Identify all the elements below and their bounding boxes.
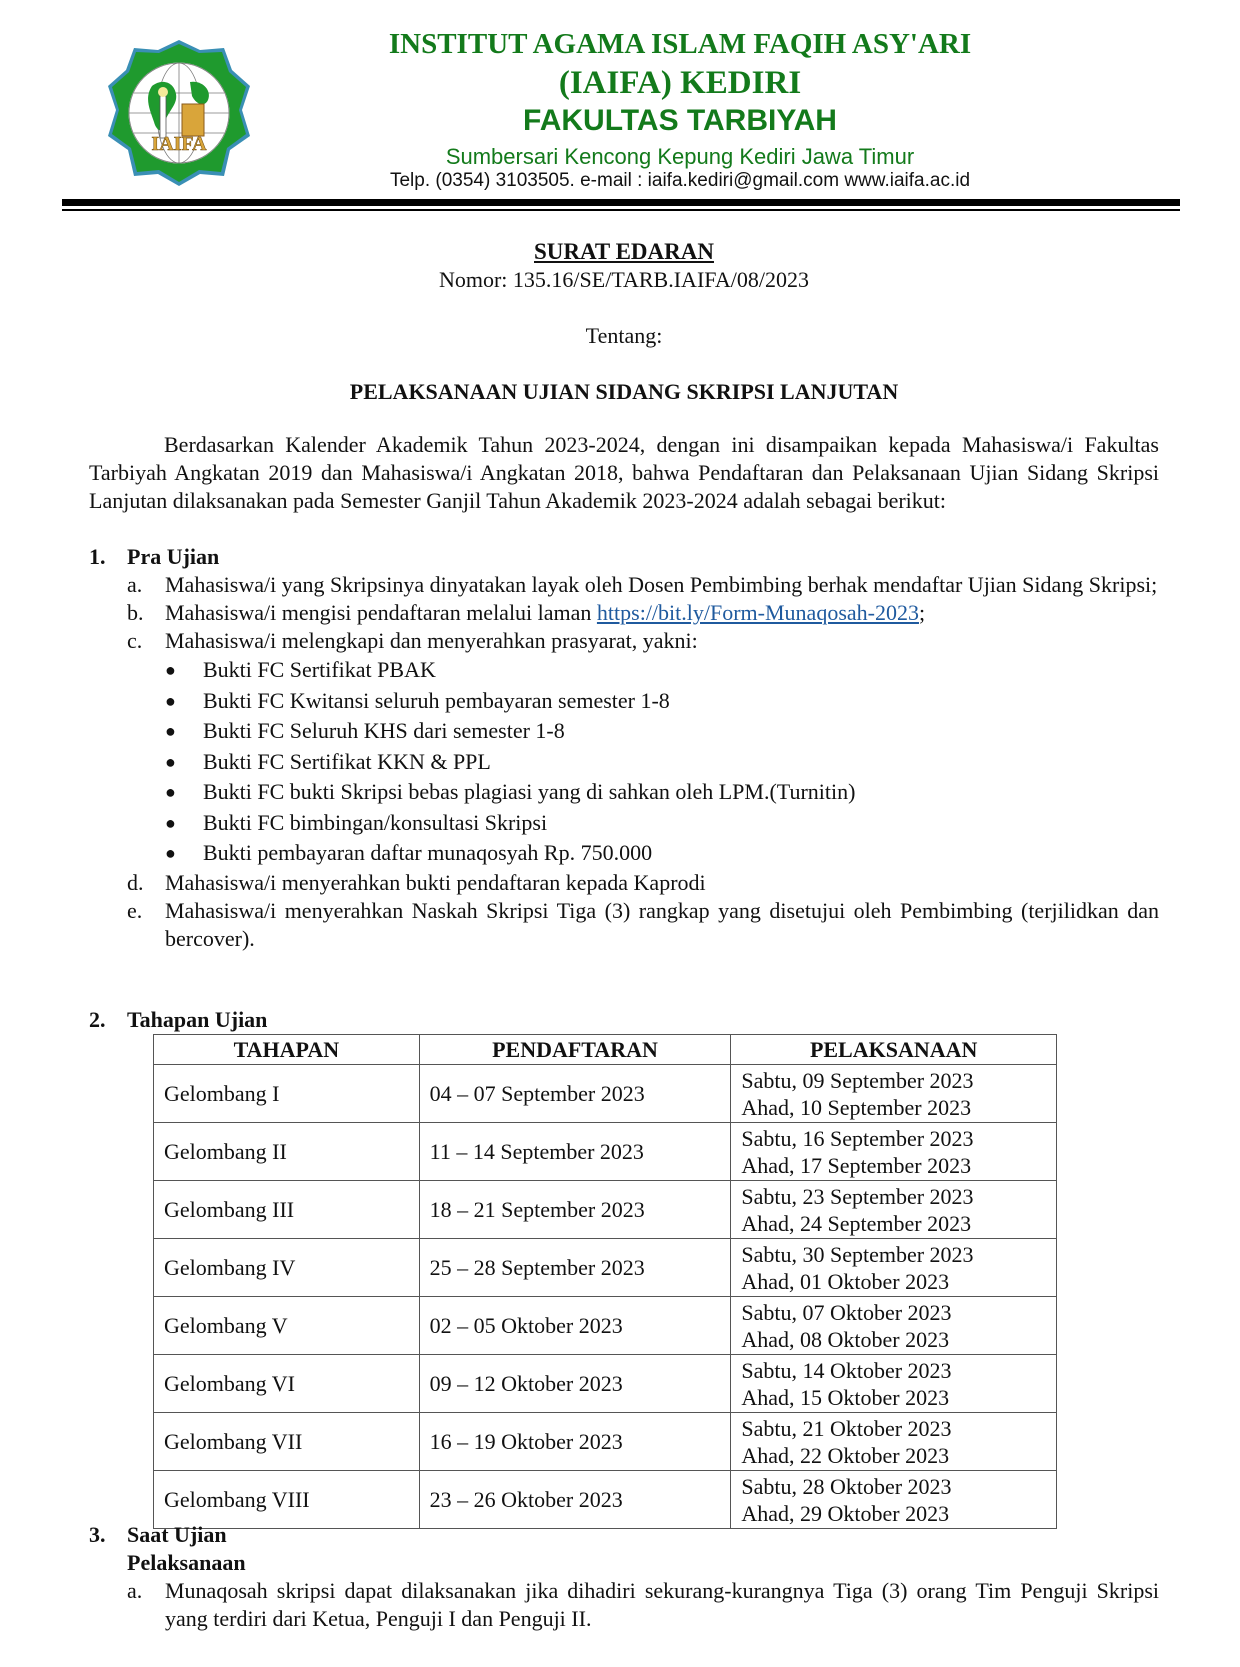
cell-tahapan: Gelombang VII [154,1413,420,1471]
table-row [154,1123,1057,1181]
list-item [127,869,1159,897]
cell-pendaftaran: 02 – 05 Oktober 2023 [419,1297,731,1355]
bullet-item [165,686,1159,717]
schedule-table [153,1034,1057,1529]
bullet-item [165,747,1159,778]
bullet-item [165,808,1159,839]
registration-form-link[interactable]: https://bit.ly/Form-Munaqosah-2023 [596,600,919,625]
bullet-item [165,655,1159,686]
section-number: 1. [89,544,106,569]
exec-date-sunday: Ahad, 01 Oktober 2023 [741,1268,950,1294]
section-pra-ujian [89,543,1159,953]
list-item [127,627,1159,655]
bullet-text: Bukti FC Seluruh KHS dari semester 1-8 [203,718,565,743]
cell-tahapan: Gelombang I [154,1065,420,1123]
bullet-icon: ● [165,721,176,741]
cell-tahapan: Gelombang III [154,1181,420,1239]
list-item [127,1577,1159,1633]
document-type-title: SURAT EDARAN [534,239,714,264]
cell-pelaksanaan [731,1471,1057,1529]
bullet-item [165,838,1159,869]
bullet-text: Bukti FC Sertifikat KKN & PPL [203,748,491,774]
exec-date-sunday: Ahad, 29 Oktober 2023 [741,1500,950,1526]
item-letter: a. [127,572,143,597]
item-text [165,599,1159,627]
institution-name-line1: INSTITUT AGAMA ISLAM FAQIH ASY'ARI [388,28,972,60]
column-header-tahapan: TAHAPAN [154,1035,420,1065]
section-heading [89,543,1159,571]
section-tahapan-ujian [89,1006,1159,1034]
cell-tahapan: Gelombang IV [154,1239,420,1297]
bullet-text: Bukti FC Kwitansi seluruh pembayaran semester 1-8 [203,687,670,713]
bullet-icon: ● [165,751,176,772]
cell-pendaftaran: 25 – 28 September 2023 [419,1239,731,1297]
institution-name-line2: (IAIFA) KEDIRI [558,65,802,101]
item-text: Munaqosah skripsi dapat dilaksanakan jika dihadiri sekurang-kurangnya Tiga (3) orang Tim Penguji Skripsi yang terdiri dari Ketua, Penguji I dan Penguji II. [165,1578,1159,1631]
item-text: Mahasiswa/i menyerahkan bukti pendaftaran kepada Kaprodi [165,869,706,895]
cell-pelaksanaan [731,1239,1057,1297]
bullet-icon: ● [165,843,176,863]
cell-pendaftaran: 16 – 19 Oktober 2023 [419,1413,731,1471]
item-text: Mahasiswa/i yang Skripsinya dinyatakan layak oleh Dosen Pembimbing berhak mendaftar Ujian Sidang Skripsi; [165,572,1158,597]
bullet-item [165,716,1159,747]
item-letter: e. [127,897,143,923]
section-saat-ujian [89,1521,1159,1633]
table-row [154,1065,1057,1123]
letterhead-divider-thin [62,209,1180,211]
cell-tahapan: Gelombang VIII [154,1471,420,1529]
exec-date-sunday: Ahad, 17 September 2023 [741,1152,972,1178]
item-text: Mahasiswa/i menyerahkan Naskah Skripsi Tiga (3) rangkap yang disetujui oleh Pembimbing (terjilidkan dan bercover). [165,897,1159,951]
about-label: Tentang: [585,323,663,348]
exec-date-saturday: Sabtu, 21 Oktober 2023 [741,1415,952,1441]
faculty-name: FAKULTAS TARBIYAH [523,104,837,137]
item-letter: c. [127,628,143,653]
cell-pelaksanaan [731,1413,1057,1471]
section-heading [89,1521,1159,1549]
intro-paragraph: Berdasarkan Kalender Akademik Tahun 2023-2024, dengan ini disampaikan kepada Mahasiswa/i Fakultas Tarbiyah Angkatan 2019 dan Mahasiswa/i Angkatan 2018, bahwa Pendaftaran dan Pelaksanaan Ujian Sidang Skripsi Lanjutan dilaksanakan pada Semester Ganjil Tahun Akademik 2023-2024 adalah sebagai berikut: [89,432,1159,513]
cell-pendaftaran: 11 – 14 September 2023 [419,1123,731,1181]
list-item [127,599,1159,627]
cell-pendaftaran: 18 – 21 September 2023 [419,1181,731,1239]
table-row [154,1413,1057,1471]
exec-date-sunday: Ahad, 24 September 2023 [741,1210,972,1236]
section-number: 2. [89,1007,106,1032]
cell-pelaksanaan [731,1355,1057,1413]
table-header-row [154,1035,1057,1065]
letterhead-divider-thick [62,199,1180,206]
cell-pendaftaran: 23 – 26 Oktober 2023 [419,1471,731,1529]
exec-date-saturday: Sabtu, 30 September 2023 [741,1241,974,1267]
section-heading [89,1006,1159,1034]
exec-date-saturday: Sabtu, 23 September 2023 [741,1183,974,1209]
address: Sumbersari Kencong Kepung Kediri Jawa Timur [445,144,915,169]
cell-tahapan: Gelombang VI [154,1355,420,1413]
table-row [154,1355,1057,1413]
exec-date-saturday: Sabtu, 28 Oktober 2023 [741,1473,952,1499]
table-row [154,1471,1057,1529]
section-title: Saat Ujian [127,1522,227,1547]
bullet-icon: ● [165,812,176,833]
table-row [154,1239,1057,1297]
logo-book [182,104,204,136]
bullet-icon: ● [165,660,176,680]
section-subtitle: Pelaksanaan [127,1550,246,1575]
item-letter: a. [127,1578,143,1603]
cell-pelaksanaan [731,1181,1057,1239]
cell-pendaftaran: 09 – 12 Oktober 2023 [419,1355,731,1413]
cell-pelaksanaan [731,1297,1057,1355]
item-letter: d. [127,869,144,895]
cell-tahapan: Gelombang II [154,1123,420,1181]
item-letter: b. [127,600,144,625]
contact-info: Telp. (0354) 3103505. e-mail : iaifa.kediri@gmail.com www.iaifa.ac.id [389,170,971,191]
list-item [127,571,1159,599]
iaifa-seal-logo-icon [104,38,254,188]
schedule-table-body [154,1065,1057,1529]
exec-date-sunday: Ahad, 22 Oktober 2023 [741,1442,950,1468]
document-subject: PELAKSANAAN UJIAN SIDANG SKRIPSI LANJUTAN [349,379,899,404]
cell-pelaksanaan [731,1065,1057,1123]
table-row [154,1297,1057,1355]
column-header-pendaftaran: PENDAFTARAN [419,1035,731,1065]
item-text-before: Mahasiswa/i mengisi pendaftaran melalui laman [165,600,597,625]
bullet-text: Bukti FC Sertifikat PBAK [203,657,436,682]
bullet-icon: ● [165,690,176,711]
document-number: Nomor: 135.16/SE/TARB.IAIFA/08/2023 [438,267,809,292]
bullet-icon: ● [165,782,176,802]
bullet-text: Bukti FC bimbingan/konsultasi Skripsi [203,809,548,835]
cell-tahapan: Gelombang V [154,1297,420,1355]
exec-date-saturday: Sabtu, 16 September 2023 [741,1125,974,1151]
column-header-pelaksanaan: PELAKSANAAN [731,1035,1057,1065]
exec-date-saturday: Sabtu, 14 Oktober 2023 [741,1357,952,1383]
exec-date-sunday: Ahad, 08 Oktober 2023 [741,1326,950,1352]
exec-date-saturday: Sabtu, 09 September 2023 [741,1067,974,1093]
section-number: 3. [89,1522,106,1547]
bullet-text: Bukti pembayaran daftar munaqosyah Rp. 750.000 [203,840,653,865]
section-title: Tahapan Ujian [127,1007,268,1032]
cell-pelaksanaan [731,1123,1057,1181]
bullet-text: Bukti FC bukti Skripsi bebas plagiasi yang di sahkan oleh LPM.(Turnitin) [203,779,856,804]
cell-pendaftaran: 04 – 07 September 2023 [419,1065,731,1123]
section-title: Pra Ujian [127,544,220,569]
list-item [127,897,1159,953]
item-text-after: ; [918,600,926,625]
logo-center-text: IAIFA [151,133,207,155]
table-row [154,1181,1057,1239]
exec-date-saturday: Sabtu, 07 Oktober 2023 [741,1299,952,1325]
bullet-item [165,777,1159,808]
exec-date-sunday: Ahad, 15 Oktober 2023 [741,1384,950,1410]
item-text: Mahasiswa/i melengkapi dan menyerahkan prasyarat, yakni: [165,628,698,653]
exec-date-sunday: Ahad, 10 September 2023 [741,1094,972,1120]
logo-minaret [160,96,166,138]
